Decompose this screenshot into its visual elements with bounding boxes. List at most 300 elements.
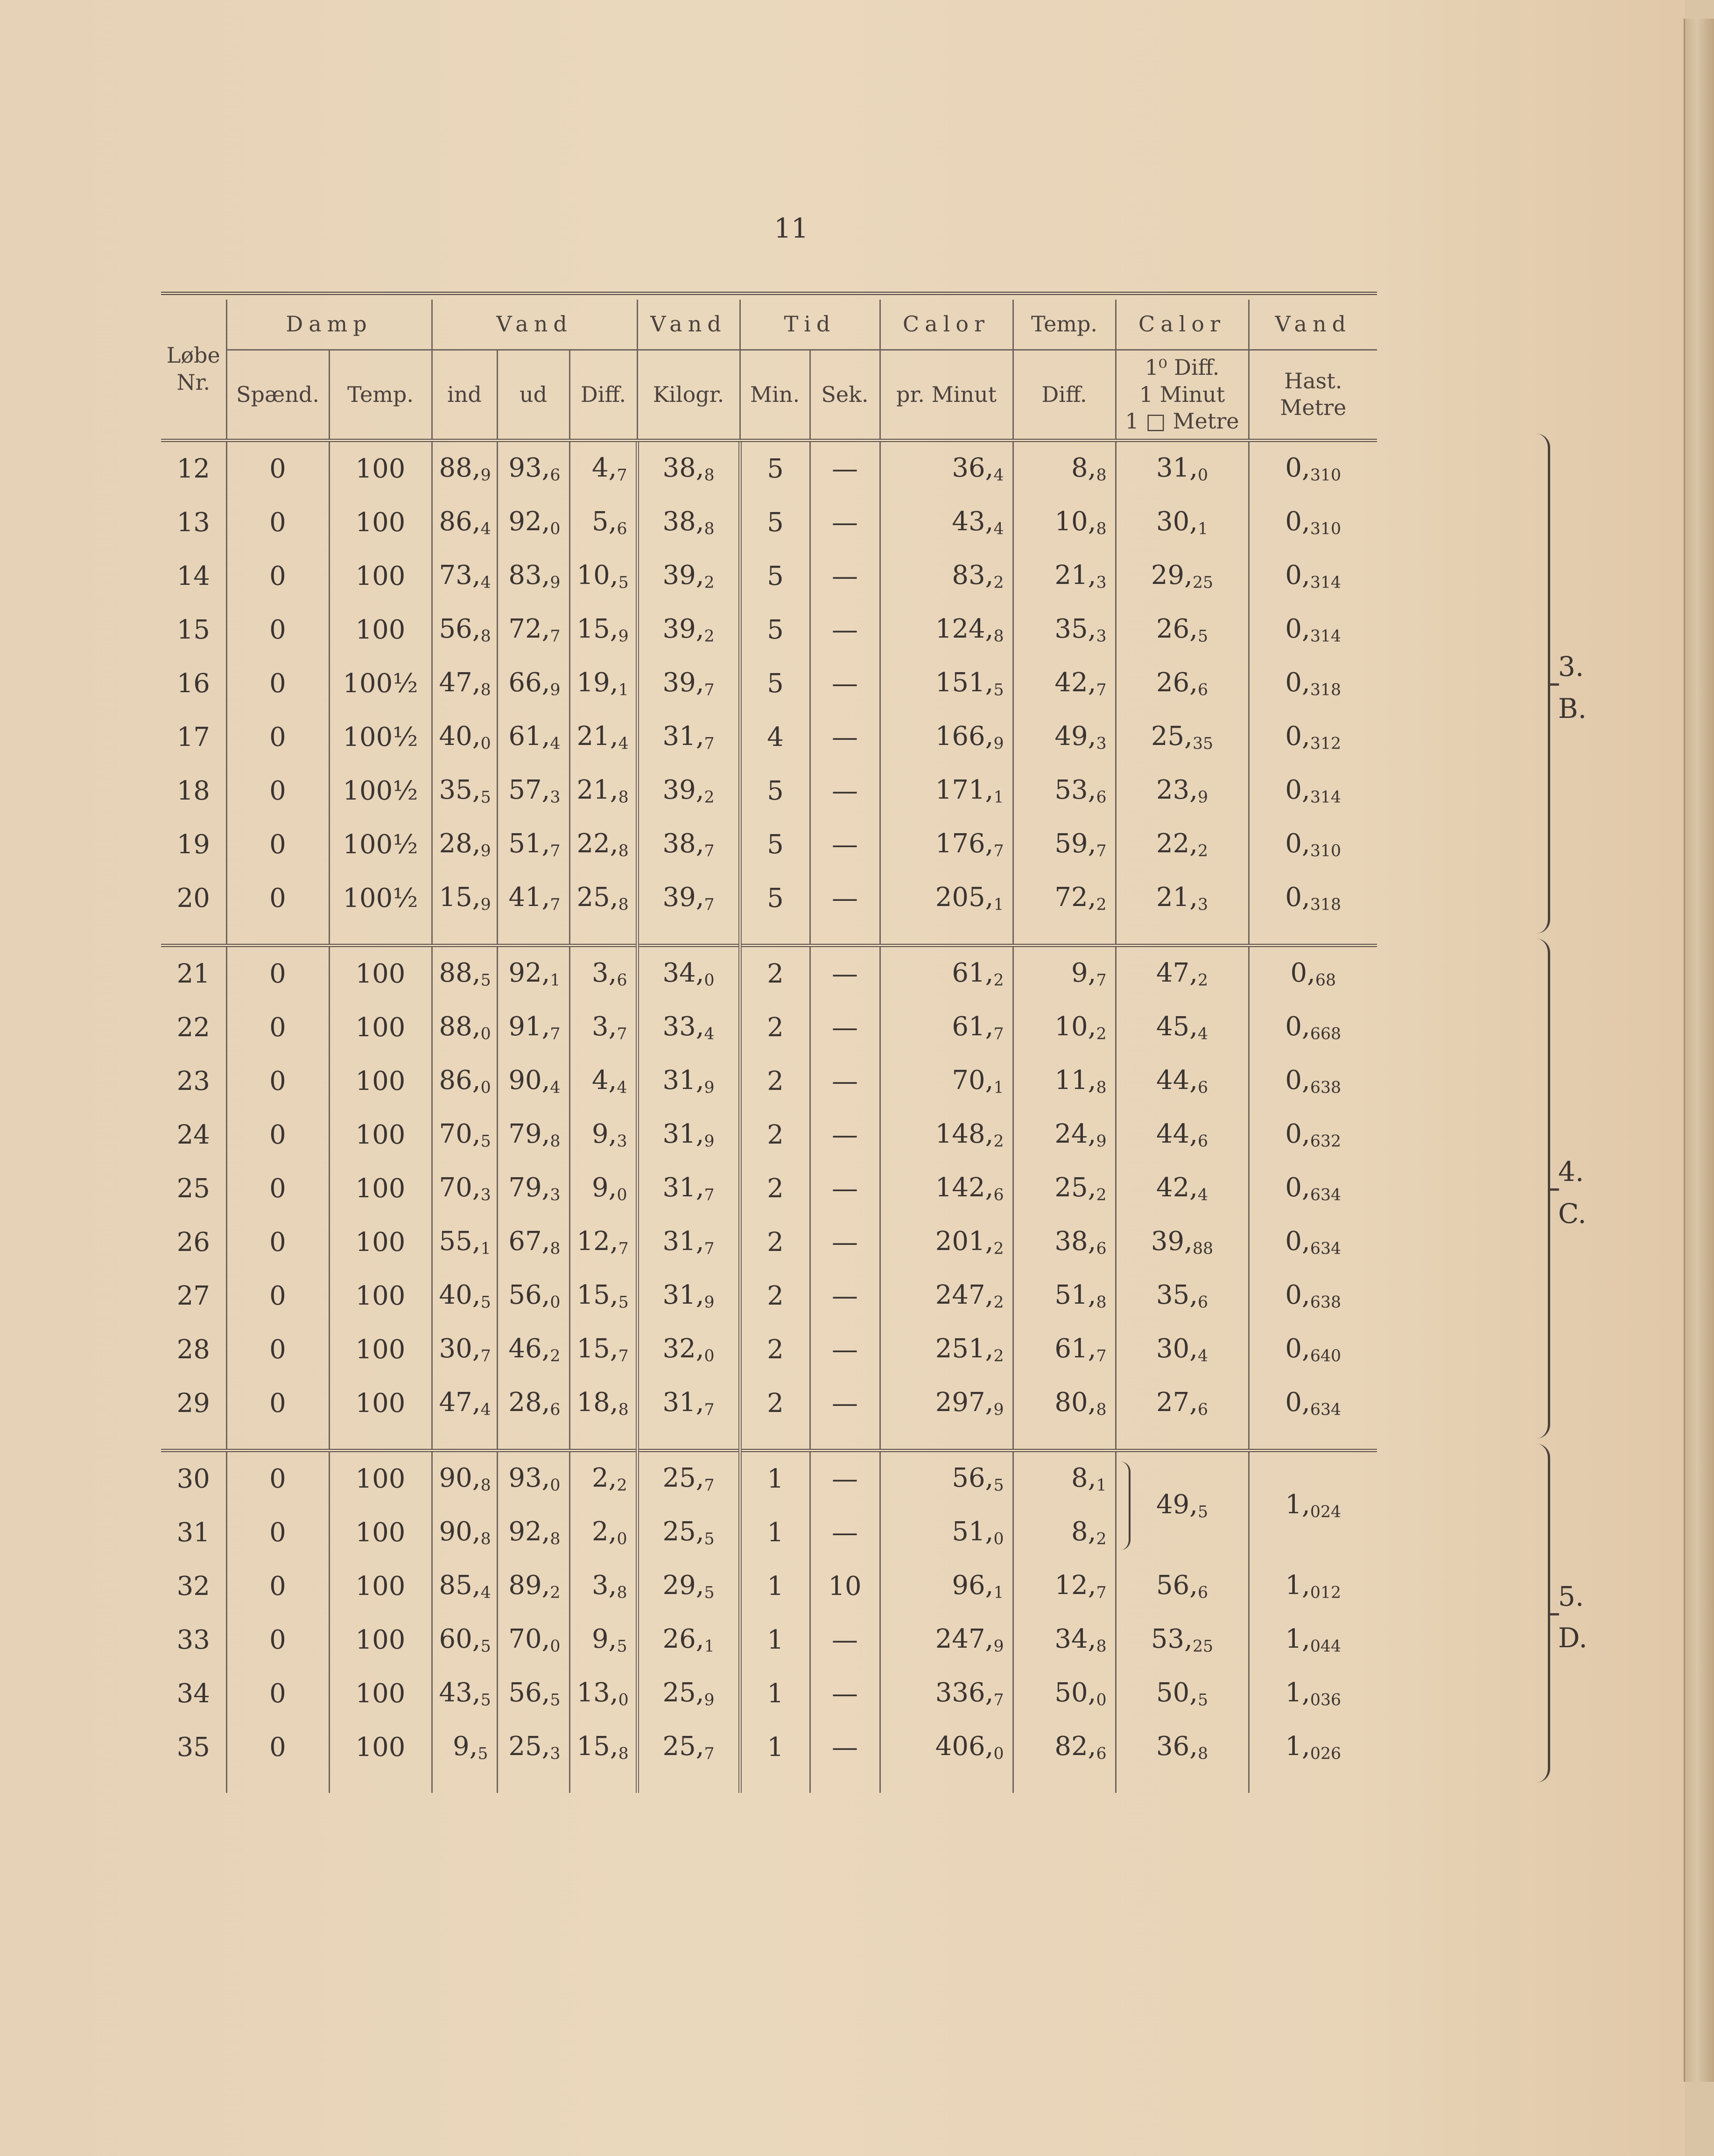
cell-calor-diff: $47,_2$ bbox=[1116, 947, 1249, 1001]
cell-spaend: 0 bbox=[226, 1376, 329, 1430]
cell-ind: $86,_4$ bbox=[432, 496, 497, 549]
cell-hast: $0,_{634}$ bbox=[1249, 1215, 1377, 1269]
cell-spaend: 0 bbox=[226, 1559, 329, 1613]
row-nr: 14 bbox=[176, 561, 210, 591]
cell-sek: — bbox=[810, 871, 880, 925]
cell-sek: — bbox=[810, 603, 880, 657]
cell-calor: $142,_6$ bbox=[880, 1162, 1013, 1215]
cell-min: 2 bbox=[740, 1054, 810, 1108]
cell-temp-diff: $38,_6$ bbox=[1013, 1215, 1116, 1269]
cell-spaend: 0 bbox=[226, 1108, 329, 1162]
cell-diff: $5,_6$ bbox=[569, 496, 637, 549]
cell-sek: — bbox=[810, 1269, 880, 1323]
cell-calor: $43,_4$ bbox=[880, 496, 1013, 549]
group-brace-tip bbox=[1550, 683, 1559, 686]
cell-hast: $0,_{310}$ bbox=[1249, 442, 1377, 496]
header-kilogr: Kilogr. bbox=[637, 350, 740, 441]
row-nr: 25 bbox=[176, 1173, 210, 1204]
cell-calor: $166,_9$ bbox=[880, 710, 1013, 764]
cell-ind: $88,_9$ bbox=[432, 442, 497, 496]
group-label-number: 4. bbox=[1558, 1156, 1584, 1187]
cell-temp-diff: $42,_7$ bbox=[1013, 657, 1116, 710]
header-damp: Damp bbox=[226, 300, 432, 350]
header-ud: ud bbox=[497, 350, 569, 441]
header-lobe: Løbe bbox=[166, 343, 220, 368]
cell-temp-diff: $11,_8$ bbox=[1013, 1054, 1116, 1108]
cell-ud: $25,_3$ bbox=[497, 1721, 569, 1774]
group-brace-tip bbox=[1550, 1613, 1559, 1615]
cell-spaend: 0 bbox=[226, 442, 329, 496]
header-hast-1: Hast. bbox=[1284, 368, 1342, 393]
cell-ind: $15,_9$ bbox=[432, 871, 497, 925]
table-row bbox=[161, 1376, 1377, 1430]
cell-sek: — bbox=[810, 1162, 880, 1215]
cell-min: 1 bbox=[740, 1721, 810, 1774]
row-nr: 24 bbox=[176, 1119, 210, 1150]
cell-min: 5 bbox=[740, 818, 810, 871]
cell-calor-diff: $53,_{25}$ bbox=[1116, 1613, 1249, 1667]
cell-calor-diff: $50,_5$ bbox=[1116, 1667, 1249, 1721]
cell-temp-diff: $51,_8$ bbox=[1013, 1269, 1116, 1323]
cell-min: 5 bbox=[740, 764, 810, 818]
row-nr: 33 bbox=[176, 1624, 210, 1655]
cell-calor-diff: $49,_5$ bbox=[1116, 1452, 1249, 1559]
cell-damp-temp: 100 bbox=[329, 1054, 432, 1108]
cell-diff: $15,_9$ bbox=[569, 603, 637, 657]
row-nr: 31 bbox=[176, 1517, 210, 1548]
table-row bbox=[161, 549, 1377, 603]
header-sek: Sek. bbox=[810, 350, 880, 441]
cell-calor-diff: $30,_4$ bbox=[1116, 1323, 1249, 1376]
cell-ind: $70,_3$ bbox=[432, 1162, 497, 1215]
cell-temp-diff: $49,_3$ bbox=[1013, 710, 1116, 764]
cell-calor: $96,_1$ bbox=[880, 1559, 1013, 1613]
cell-calor-diff: $23,_9$ bbox=[1116, 764, 1249, 818]
cell-damp-temp: 100 bbox=[329, 1667, 432, 1721]
header-calor-sub-2: 1 Minut bbox=[1139, 381, 1225, 407]
cell-calor: $70,_1$ bbox=[880, 1054, 1013, 1108]
cell-spaend: 0 bbox=[226, 1215, 329, 1269]
header-nr: Nr. bbox=[176, 369, 211, 395]
cell-sek: — bbox=[810, 1506, 880, 1559]
cell-temp-diff: $21,_3$ bbox=[1013, 549, 1116, 603]
cell-calor: $247,_2$ bbox=[880, 1269, 1013, 1323]
cell-ud: $83,_9$ bbox=[497, 549, 569, 603]
group-label-letter: B. bbox=[1558, 692, 1587, 724]
cell-hast: $0,_{312}$ bbox=[1249, 710, 1377, 764]
cell-temp-diff: $80,_8$ bbox=[1013, 1376, 1116, 1430]
cell-ud: $93,_6$ bbox=[497, 442, 569, 496]
cell-min: 1 bbox=[740, 1559, 810, 1613]
row-nr: 17 bbox=[176, 722, 210, 752]
cell-ind: $73,_4$ bbox=[432, 549, 497, 603]
row-nr: 28 bbox=[176, 1334, 210, 1365]
cell-kilogr: $25,_7$ bbox=[637, 1452, 740, 1506]
cell-diff: $4,_4$ bbox=[569, 1054, 637, 1108]
cell-ind: $55,_1$ bbox=[432, 1215, 497, 1269]
table-row bbox=[161, 1323, 1377, 1376]
cell-diff: $2,_2$ bbox=[569, 1452, 637, 1506]
group-brace bbox=[1536, 1444, 1550, 1783]
cell-temp-diff: $50,_0$ bbox=[1013, 1667, 1116, 1721]
cell-ud: $92,_1$ bbox=[497, 947, 569, 1001]
table-row bbox=[161, 764, 1377, 818]
cell-temp-diff: $12,_7$ bbox=[1013, 1559, 1116, 1613]
cell-ind: $56,_8$ bbox=[432, 603, 497, 657]
cell-calor-diff: $26,_5$ bbox=[1116, 603, 1249, 657]
cell-kilogr: $25,_9$ bbox=[637, 1667, 740, 1721]
table-row bbox=[161, 1452, 1377, 1506]
cell-ud: $56,_0$ bbox=[497, 1269, 569, 1323]
cell-ind: $88,_5$ bbox=[432, 947, 497, 1001]
cell-diff: $9,_5$ bbox=[569, 1613, 637, 1667]
cell-min: 5 bbox=[740, 549, 810, 603]
table-row bbox=[161, 710, 1377, 764]
cell-calor: $176,_7$ bbox=[880, 818, 1013, 871]
cell-ind: $47,_4$ bbox=[432, 1376, 497, 1430]
cell-sek: 10 bbox=[810, 1559, 880, 1613]
cell-damp-temp: 100 bbox=[329, 603, 432, 657]
cell-damp-temp: 100 bbox=[329, 1269, 432, 1323]
cell-sek: — bbox=[810, 1215, 880, 1269]
cell-temp-diff: $9,_7$ bbox=[1013, 947, 1116, 1001]
group-label bbox=[1558, 1576, 1588, 1660]
cell-spaend: 0 bbox=[226, 603, 329, 657]
cell-kilogr: $38,_7$ bbox=[637, 818, 740, 871]
cell-ud: $72,_7$ bbox=[497, 603, 569, 657]
cell-kilogr: $38,_8$ bbox=[637, 442, 740, 496]
cell-ud: $90,_4$ bbox=[497, 1054, 569, 1108]
cell-calor: $56,_5$ bbox=[880, 1452, 1013, 1506]
cell-sek: — bbox=[810, 657, 880, 710]
group-gap bbox=[161, 925, 1377, 946]
row-nr: 27 bbox=[176, 1280, 210, 1311]
cell-kilogr: $33,_4$ bbox=[637, 1001, 740, 1054]
cell-ind: $88,_0$ bbox=[432, 1001, 497, 1054]
cell-calor: $251,_2$ bbox=[880, 1323, 1013, 1376]
row-nr: 20 bbox=[176, 883, 210, 913]
table-row bbox=[161, 947, 1377, 1001]
cell-hast: $0,_{314}$ bbox=[1249, 549, 1377, 603]
cell-ud: $70,_0$ bbox=[497, 1613, 569, 1667]
cell-hast: $0,_{318}$ bbox=[1249, 657, 1377, 710]
row-nr: 32 bbox=[176, 1571, 210, 1601]
cell-diff: $21,_4$ bbox=[569, 710, 637, 764]
cell-calor-diff: $31,_0$ bbox=[1116, 442, 1249, 496]
cell-damp-temp: 100 bbox=[329, 1162, 432, 1215]
cell-calor: $51,_0$ bbox=[880, 1506, 1013, 1559]
cell-calor-diff: $36,_8$ bbox=[1116, 1721, 1249, 1774]
cell-damp-temp: 100 bbox=[329, 1721, 432, 1774]
table-row bbox=[161, 1001, 1377, 1054]
page-edge bbox=[1684, 19, 1714, 2082]
cell-calor-diff: $56,_6$ bbox=[1116, 1559, 1249, 1613]
cell-diff: $15,_5$ bbox=[569, 1269, 637, 1323]
row-nr: 23 bbox=[176, 1066, 210, 1096]
cell-ud: $51,_7$ bbox=[497, 818, 569, 871]
row-nr: 13 bbox=[176, 507, 210, 538]
cell-spaend: 0 bbox=[226, 1054, 329, 1108]
cell-ud: $92,_8$ bbox=[497, 1506, 569, 1559]
cell-diff: $15,_8$ bbox=[569, 1721, 637, 1774]
cell-damp-temp: 100 bbox=[329, 1559, 432, 1613]
cell-kilogr: $31,_7$ bbox=[637, 1376, 740, 1430]
cell-sek: — bbox=[810, 1721, 880, 1774]
cell-kilogr: $29,_5$ bbox=[637, 1559, 740, 1613]
cell-min: 5 bbox=[740, 603, 810, 657]
cell-diff: $15,_7$ bbox=[569, 1323, 637, 1376]
row-nr: 35 bbox=[176, 1732, 210, 1763]
cell-diff: $3,_8$ bbox=[569, 1559, 637, 1613]
header-lobe-nr bbox=[161, 300, 226, 440]
cell-min: 1 bbox=[740, 1452, 810, 1506]
cell-calor-diff: $26,_6$ bbox=[1116, 657, 1249, 710]
cell-kilogr: $31,_9$ bbox=[637, 1269, 740, 1323]
cell-kilogr: $39,_7$ bbox=[637, 871, 740, 925]
cell-kilogr: $31,_7$ bbox=[637, 1162, 740, 1215]
cell-temp-diff: $35,_3$ bbox=[1013, 603, 1116, 657]
cell-ind: $86,_0$ bbox=[432, 1054, 497, 1108]
cell-ind: $85,_4$ bbox=[432, 1559, 497, 1613]
cell-ud: $57,_3$ bbox=[497, 764, 569, 818]
header-vand-kilogr: Vand bbox=[637, 300, 740, 350]
cell-temp-diff: $72,_2$ bbox=[1013, 871, 1116, 925]
cell-kilogr: $25,_7$ bbox=[637, 1721, 740, 1774]
cell-calor: $297,_9$ bbox=[880, 1376, 1013, 1430]
table-row bbox=[161, 1269, 1377, 1323]
cell-calor: $201,_2$ bbox=[880, 1215, 1013, 1269]
cell-damp-temp: 100 bbox=[329, 1323, 432, 1376]
table-row bbox=[161, 496, 1377, 549]
cell-spaend: 0 bbox=[226, 947, 329, 1001]
cell-kilogr: $31,_9$ bbox=[637, 1054, 740, 1108]
group-label bbox=[1558, 1151, 1587, 1235]
cell-sek: — bbox=[810, 947, 880, 1001]
table-row bbox=[161, 657, 1377, 710]
row-nr: 16 bbox=[176, 668, 210, 699]
cell-hast: $1,_{026}$ bbox=[1249, 1721, 1377, 1774]
cell-kilogr: $39,_2$ bbox=[637, 549, 740, 603]
cell-ind: $40,_5$ bbox=[432, 1269, 497, 1323]
top-rule bbox=[161, 292, 1377, 295]
cell-calor-diff: $39,_{88}$ bbox=[1116, 1215, 1249, 1269]
header-calor-sub-1: 1⁰ Diff. bbox=[1145, 355, 1220, 380]
header-tid: Tid bbox=[740, 300, 880, 350]
group-label-letter: D. bbox=[1558, 1622, 1588, 1654]
row-nr: 22 bbox=[176, 1012, 210, 1043]
cell-damp-temp: 100 bbox=[329, 496, 432, 549]
cell-ind: $9,_5$ bbox=[432, 1721, 497, 1774]
table-row bbox=[161, 1721, 1377, 1774]
cell-sek: — bbox=[810, 1667, 880, 1721]
cell-damp-temp: 100½ bbox=[329, 710, 432, 764]
cell-spaend: 0 bbox=[226, 871, 329, 925]
cell-min: 1 bbox=[740, 1506, 810, 1559]
cell-spaend: 0 bbox=[226, 1452, 329, 1506]
cell-diff: $3,_6$ bbox=[569, 947, 637, 1001]
cell-spaend: 0 bbox=[226, 657, 329, 710]
row-nr: 30 bbox=[176, 1463, 210, 1494]
rows-30-31-brace bbox=[1120, 1461, 1131, 1550]
cell-ud: $66,_9$ bbox=[497, 657, 569, 710]
cell-ind: $60,_5$ bbox=[432, 1613, 497, 1667]
cell-hast: $0,_{68}$ bbox=[1249, 947, 1377, 1001]
cell-sek: — bbox=[810, 710, 880, 764]
cell-kilogr: $31,_7$ bbox=[637, 710, 740, 764]
cell-calor-diff: $44,_6$ bbox=[1116, 1108, 1249, 1162]
cell-damp-temp: 100½ bbox=[329, 657, 432, 710]
cell-hast: $1,_{012}$ bbox=[1249, 1559, 1377, 1613]
cell-kilogr: $39,_2$ bbox=[637, 764, 740, 818]
table-row bbox=[161, 1054, 1377, 1108]
header-calor-sub bbox=[1116, 350, 1249, 441]
cell-temp-diff: $25,_2$ bbox=[1013, 1162, 1116, 1215]
cell-min: 2 bbox=[740, 1001, 810, 1054]
group-gap bbox=[161, 1774, 1377, 1793]
cell-spaend: 0 bbox=[226, 1323, 329, 1376]
cell-damp-temp: 100 bbox=[329, 1215, 432, 1269]
group-gap bbox=[161, 1430, 1377, 1451]
cell-calor: $124,_8$ bbox=[880, 603, 1013, 657]
header-temp-diff: Diff. bbox=[1013, 350, 1116, 441]
cell-sek: — bbox=[810, 496, 880, 549]
cell-ind: $90,_8$ bbox=[432, 1452, 497, 1506]
cell-spaend: 0 bbox=[226, 1613, 329, 1667]
table-row bbox=[161, 1559, 1377, 1613]
cell-min: 5 bbox=[740, 871, 810, 925]
cell-damp-temp: 100 bbox=[329, 1108, 432, 1162]
cell-diff: $13,_0$ bbox=[569, 1667, 637, 1721]
group-brace bbox=[1536, 434, 1550, 934]
row-nr: 21 bbox=[176, 958, 210, 989]
table-row bbox=[161, 442, 1377, 496]
table-row bbox=[161, 603, 1377, 657]
cell-hast: $0,_{314}$ bbox=[1249, 603, 1377, 657]
cell-spaend: 0 bbox=[226, 710, 329, 764]
cell-min: 2 bbox=[740, 1269, 810, 1323]
cell-spaend: 0 bbox=[226, 496, 329, 549]
cell-min: 2 bbox=[740, 1323, 810, 1376]
cell-calor: $83,_2$ bbox=[880, 549, 1013, 603]
cell-spaend: 0 bbox=[226, 764, 329, 818]
cell-damp-temp: 100 bbox=[329, 1613, 432, 1667]
cell-hast: $0,_{632}$ bbox=[1249, 1108, 1377, 1162]
cell-diff: $21,_8$ bbox=[569, 764, 637, 818]
row-nr: 34 bbox=[176, 1678, 210, 1709]
row-nr: 15 bbox=[176, 614, 210, 645]
cell-damp-temp: 100 bbox=[329, 947, 432, 1001]
cell-sek: — bbox=[810, 1323, 880, 1376]
cell-ud: $92,_0$ bbox=[497, 496, 569, 549]
group-brace-tip bbox=[1550, 1188, 1559, 1191]
cell-ud: $61,_4$ bbox=[497, 710, 569, 764]
cell-calor: $151,_5$ bbox=[880, 657, 1013, 710]
cell-calor: $61,_2$ bbox=[880, 947, 1013, 1001]
cell-hast: $0,_{314}$ bbox=[1249, 764, 1377, 818]
cell-sek: — bbox=[810, 1054, 880, 1108]
data-table-wrapper bbox=[161, 292, 1588, 1793]
cell-ud: $89,_2$ bbox=[497, 1559, 569, 1613]
cell-ud: $41,_7$ bbox=[497, 871, 569, 925]
cell-min: 5 bbox=[740, 657, 810, 710]
cell-ud: $46,_2$ bbox=[497, 1323, 569, 1376]
cell-sek: — bbox=[810, 1376, 880, 1430]
group-label-letter: C. bbox=[1558, 1197, 1587, 1229]
cell-calor-diff: $45,_4$ bbox=[1116, 1001, 1249, 1054]
cell-min: 2 bbox=[740, 947, 810, 1001]
cell-calor: $148,_2$ bbox=[880, 1108, 1013, 1162]
row-nr: 26 bbox=[176, 1227, 210, 1257]
cell-sek: — bbox=[810, 1001, 880, 1054]
cell-calor-diff: $27,_6$ bbox=[1116, 1376, 1249, 1430]
cell-spaend: 0 bbox=[226, 1667, 329, 1721]
cell-damp-temp: 100 bbox=[329, 1452, 432, 1506]
cell-temp-diff: $10,_8$ bbox=[1013, 496, 1116, 549]
header-hast bbox=[1249, 350, 1377, 441]
cell-hast: $0,_{634}$ bbox=[1249, 1162, 1377, 1215]
cell-temp-diff: $8,_1$ bbox=[1013, 1452, 1116, 1506]
cell-kilogr: $26,_1$ bbox=[637, 1613, 740, 1667]
table-row bbox=[161, 871, 1377, 925]
row-nr: 18 bbox=[176, 775, 210, 806]
cell-diff: $12,_7$ bbox=[569, 1215, 637, 1269]
cell-damp-temp: 100 bbox=[329, 442, 432, 496]
cell-damp-temp: 100 bbox=[329, 1001, 432, 1054]
cell-calor-diff: $22,_2$ bbox=[1116, 818, 1249, 871]
cell-ind: $28,_9$ bbox=[432, 818, 497, 871]
cell-calor-diff: $30,_1$ bbox=[1116, 496, 1249, 549]
cell-calor-diff: $42,_4$ bbox=[1116, 1162, 1249, 1215]
cell-temp-diff: $82,_6$ bbox=[1013, 1721, 1116, 1774]
cell-temp-diff: $34,_8$ bbox=[1013, 1613, 1116, 1667]
header-temp: Temp. bbox=[1013, 300, 1116, 350]
cell-ud: $91,_7$ bbox=[497, 1001, 569, 1054]
cell-temp-diff: $61,_7$ bbox=[1013, 1323, 1116, 1376]
cell-hast: $0,_{318}$ bbox=[1249, 871, 1377, 925]
cell-spaend: 0 bbox=[226, 1269, 329, 1323]
cell-spaend: 0 bbox=[226, 1001, 329, 1054]
header-spaend: Spænd. bbox=[226, 350, 329, 441]
cell-diff: $19,_1$ bbox=[569, 657, 637, 710]
group-label-number: 3. bbox=[1558, 651, 1584, 682]
cell-spaend: 0 bbox=[226, 549, 329, 603]
cell-temp-diff: $59,_7$ bbox=[1013, 818, 1116, 871]
cell-kilogr: $25,_5$ bbox=[637, 1506, 740, 1559]
cell-min: 2 bbox=[740, 1162, 810, 1215]
cell-diff: $18,_8$ bbox=[569, 1376, 637, 1430]
cell-damp-temp: 100 bbox=[329, 549, 432, 603]
header-vand-hast: Vand bbox=[1249, 300, 1377, 350]
header-ind: ind bbox=[432, 350, 497, 441]
cell-hast: $1,_{044}$ bbox=[1249, 1613, 1377, 1667]
cell-ind: $43,_5$ bbox=[432, 1667, 497, 1721]
cell-sek: — bbox=[810, 1452, 880, 1506]
header-calor: Calor bbox=[880, 300, 1013, 350]
cell-kilogr: $34,_0$ bbox=[637, 947, 740, 1001]
cell-calor-diff: $35,_6$ bbox=[1116, 1269, 1249, 1323]
cell-ud: $79,_3$ bbox=[497, 1162, 569, 1215]
cell-hast: $0,_{638}$ bbox=[1249, 1269, 1377, 1323]
cell-ud: $93,_0$ bbox=[497, 1452, 569, 1506]
cell-damp-temp: 100½ bbox=[329, 871, 432, 925]
cell-min: 2 bbox=[740, 1215, 810, 1269]
cell-spaend: 0 bbox=[226, 818, 329, 871]
cell-kilogr: $31,_7$ bbox=[637, 1215, 740, 1269]
cell-sek: — bbox=[810, 1613, 880, 1667]
cell-damp-temp: 100½ bbox=[329, 818, 432, 871]
group-label bbox=[1558, 646, 1587, 730]
cell-hast: $0,_{638}$ bbox=[1249, 1054, 1377, 1108]
